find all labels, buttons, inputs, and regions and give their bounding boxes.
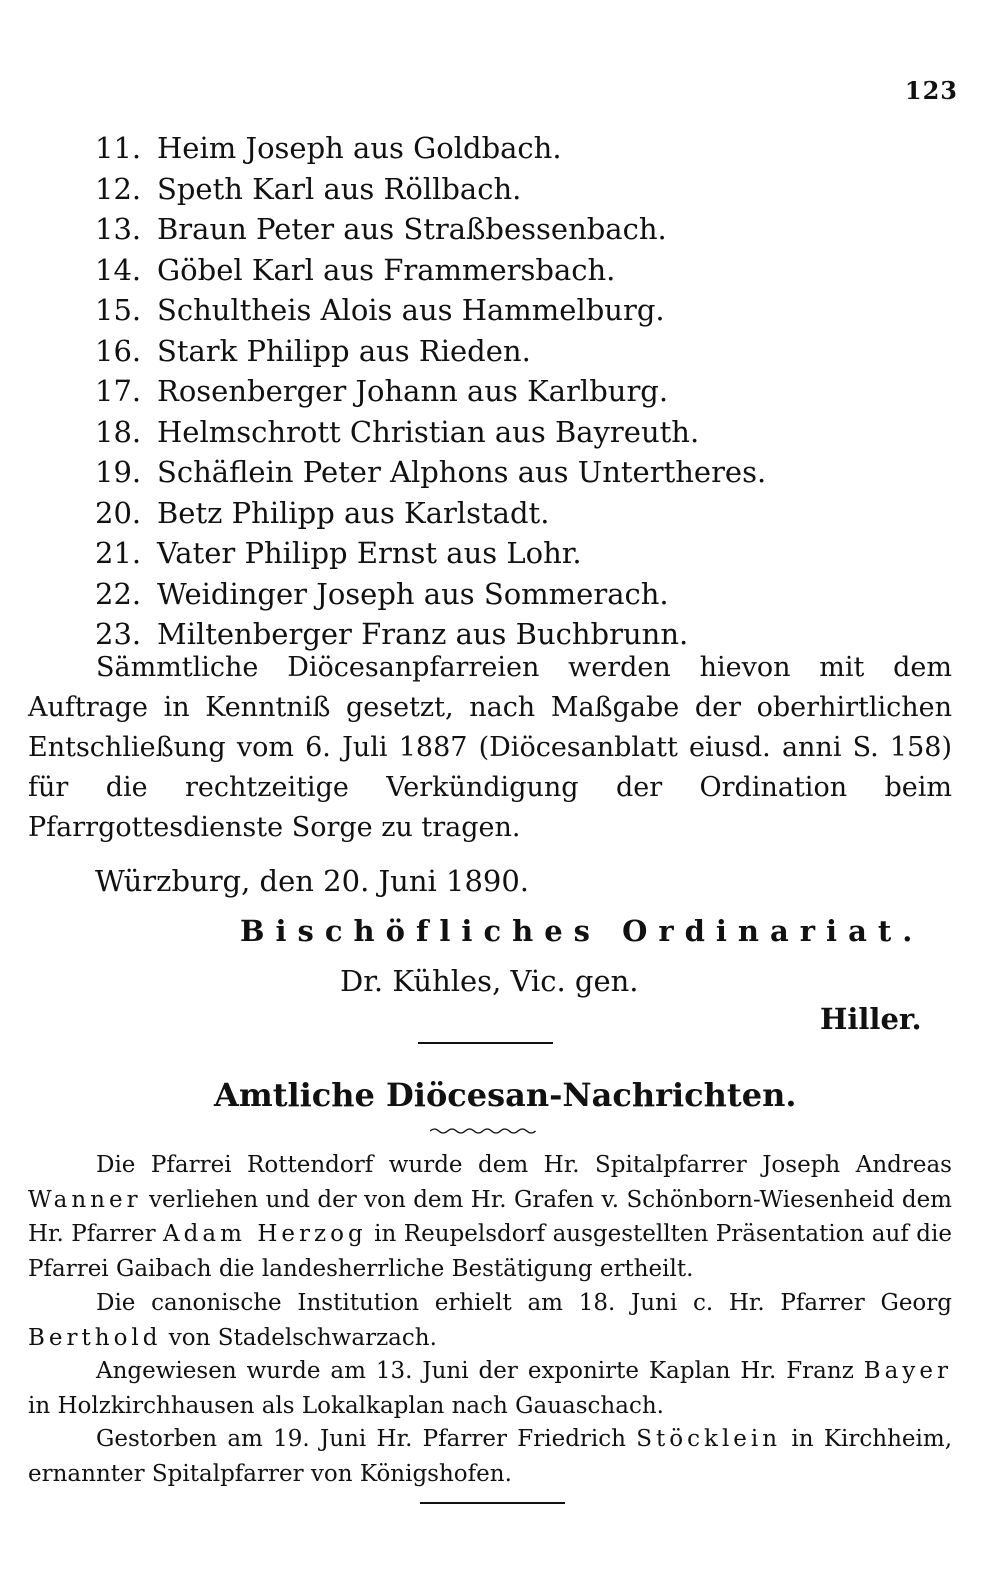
list-item	[95, 371, 955, 412]
news-text: in Kirchheim, ernannter Spitalpfarrer von Königshofen.	[28, 1426, 952, 1487]
list-item-text: Weidinger Joseph aus Sommerach.	[157, 576, 669, 611]
list-item	[95, 331, 955, 372]
issuing-authority: Bischöfliches Ordinariat.	[240, 914, 924, 948]
list-item	[95, 412, 955, 453]
list-item-number: 22.	[95, 576, 142, 611]
list-item-text: Braun Peter aus Straßbessenbach.	[157, 212, 667, 246]
list-item-number: 23.	[95, 617, 142, 651]
list-item-number: 14.	[95, 252, 142, 287]
list-item-text: Betz Philipp aus Karlstadt.	[157, 495, 550, 530]
list-item-number: 18.	[95, 414, 142, 449]
list-item	[95, 533, 955, 574]
list-item-text: Heim Joseph aus Goldbach.	[157, 131, 562, 165]
list-item-number: 17.	[95, 374, 142, 408]
list-item-text: Schultheis Alois aus Hammelburg.	[157, 293, 665, 327]
list-item-text: Göbel Karl aus Frammersbach.	[157, 252, 616, 287]
list-item-number: 20.	[95, 495, 142, 530]
notice-paragraph: Sämmtliche Diöcesanpfarreien werden hievon mit dem Auftrage in Kenntniß gesetzt, nach Maßgabe der oberhirtlichen Entschließung vom 6. Juli 1887 (Diöcesanblatt eiusd. anni S. 158) für die rechtzeitige Verkündigung der Ordination beim Pfarrgottesdienste Sorge zu tragen.	[28, 652, 952, 843]
person-name: Bayer	[863, 1358, 952, 1384]
section-divider	[418, 1042, 553, 1044]
list-item-number: 13.	[95, 212, 142, 246]
news-text: Gestorben am 19. Juni Hr. Pfarrer Friedrich	[96, 1426, 637, 1452]
list-item-text: Stark Philipp aus Rieden.	[157, 333, 531, 368]
list-item	[95, 290, 955, 331]
list-item-text: Rosenberger Johann aus Karlburg.	[157, 374, 669, 408]
ordination-list	[95, 128, 955, 655]
dateline: Würzburg, den 20. Juni 1890.	[95, 864, 530, 898]
news-item	[28, 1354, 952, 1423]
news-text: verliehen und der von dem Hr. Grafen v. Schönborn-Wiesenheid dem Hr. Pfarrer	[28, 1186, 952, 1247]
end-divider	[420, 1502, 565, 1504]
person-name: Adam Herzog	[163, 1221, 367, 1247]
list-item-number: 11.	[95, 131, 142, 165]
list-item	[95, 169, 955, 210]
page-number: 123	[904, 76, 958, 105]
list-item	[95, 574, 955, 615]
secretary-signature: Hiller.	[820, 1002, 922, 1036]
person-name: Stöcklein	[636, 1426, 782, 1452]
list-item	[95, 493, 955, 534]
person-name: Wanner	[28, 1186, 142, 1213]
list-item-number: 19.	[95, 455, 142, 489]
list-item-text: Schäflein Peter Alphons aus Untertheres.	[157, 455, 767, 489]
news-text: in Holzkirchhausen als Lokalkaplan nach Gauaschach.	[28, 1392, 664, 1419]
list-item-number: 21.	[95, 536, 142, 570]
list-item	[95, 250, 955, 291]
list-item-number: 12.	[95, 171, 142, 206]
list-item	[95, 128, 955, 169]
list-item	[95, 209, 955, 250]
list-item-number: 15.	[95, 293, 142, 327]
list-item	[95, 452, 955, 493]
news-text: Angewiesen wurde am 13. Juni der exponirte Kaplan Hr. Franz	[96, 1358, 864, 1384]
list-item-text: Miltenberger Franz aus Buchbrunn.	[157, 617, 689, 651]
news-item	[28, 1422, 952, 1491]
news-item	[28, 1286, 952, 1355]
wavy-ornament-icon	[430, 1126, 536, 1136]
person-name: Berthold	[28, 1324, 162, 1351]
news-text: in Reupelsdorf ausgestellten Präsentation auf die Pfarrei Gaibach die landesherrliche Bestätigung ertheilt.	[28, 1221, 952, 1282]
news-text: Die Pfarrei Rottendorf wurde dem Hr. Spitalpfarrer Joseph Andreas	[96, 1152, 952, 1178]
vicar-general-signature: Dr. Kühles, Vic. gen.	[340, 964, 639, 998]
list-item-text: Speth Karl aus Röllbach.	[157, 171, 522, 206]
list-item-number: 16.	[95, 333, 142, 368]
list-item-text: Vater Philipp Ernst aus Lohr.	[157, 536, 582, 570]
news-text: von Stadelschwarzach.	[161, 1324, 437, 1351]
news-text: Die canonische Institution erhielt am 18. Juni c. Hr. Pfarrer Georg	[96, 1290, 952, 1316]
section-title: Amtliche Diöcesan-Nachrichten.	[214, 1076, 797, 1114]
news-item	[28, 1148, 952, 1286]
list-item-text: Helmschrott Christian aus Bayreuth.	[157, 414, 700, 449]
